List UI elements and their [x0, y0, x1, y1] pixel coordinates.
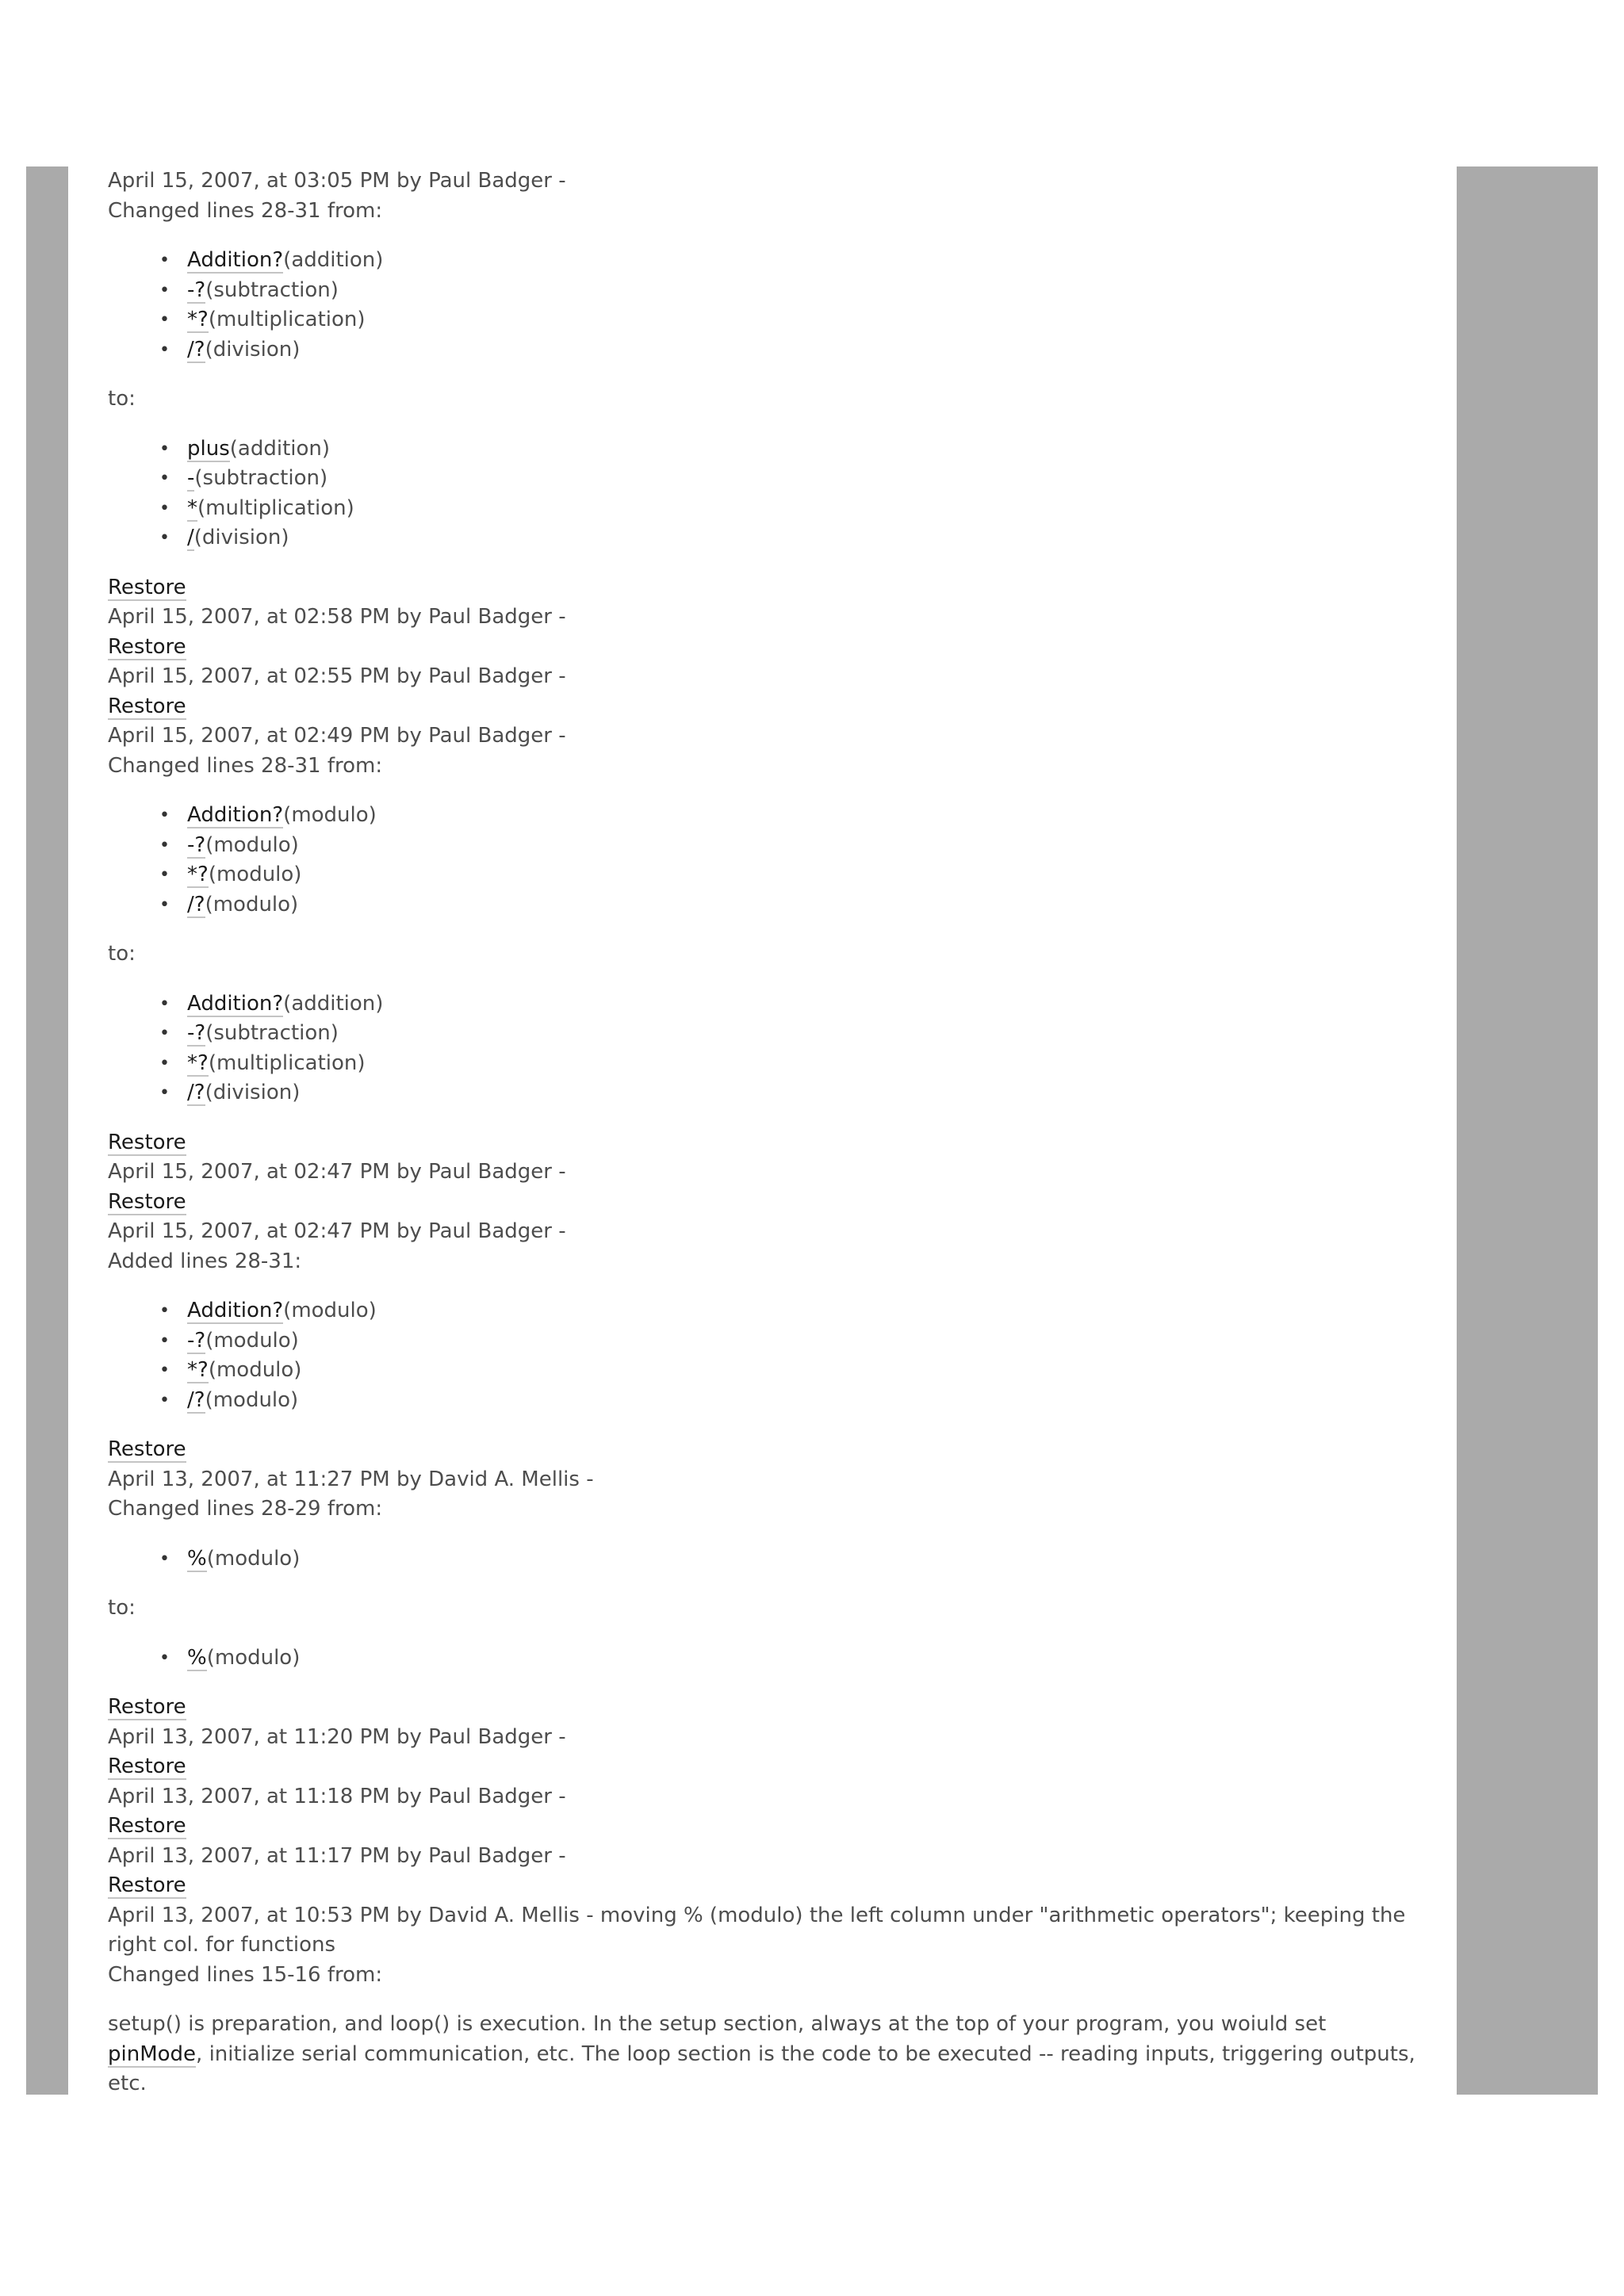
revision-meta: April 15, 2007, at 02:55 PM by Paul Badger - — [108, 664, 566, 688]
list-item — [187, 494, 1420, 524]
list-item — [187, 434, 1420, 465]
list-item-text: (division) — [205, 337, 301, 362]
diff-old-list — [108, 1296, 1420, 1415]
history-entry — [108, 1693, 1420, 1752]
page-history-content — [108, 166, 1420, 2099]
restore-link[interactable]: Restore — [108, 634, 186, 659]
wiki-link[interactable]: /? — [187, 1081, 205, 1104]
list-item — [187, 335, 1420, 365]
list-item-text: (multiplication) — [208, 1050, 366, 1075]
history-entry — [108, 166, 1420, 573]
pinmode-link[interactable]: pinMode — [108, 2042, 197, 2066]
spacer — [108, 1990, 1420, 2010]
history-entry — [108, 692, 1420, 1128]
wiki-link[interactable]: /? — [187, 892, 205, 916]
list-item — [187, 1544, 1420, 1575]
spacer — [108, 1108, 1420, 1128]
restore-link[interactable]: Restore — [108, 1755, 186, 1778]
to-label: to: — [108, 942, 136, 966]
wiki-link[interactable]: Addition? — [187, 991, 284, 1016]
list-item-text: (modulo) — [283, 1299, 377, 1322]
list-item — [187, 831, 1420, 861]
list-item-text: (modulo) — [206, 1546, 301, 1571]
list-item-text: (modulo) — [208, 1358, 302, 1382]
wiki-link[interactable]: -? — [187, 1328, 206, 1353]
restore-link[interactable]: Restore — [108, 575, 186, 599]
list-item — [187, 523, 1420, 553]
wiki-link[interactable]: *? — [187, 308, 209, 331]
restore-line — [108, 573, 1420, 603]
list-item — [187, 989, 1420, 1020]
list-item-text: (multiplication) — [208, 308, 366, 331]
restore-line — [108, 1128, 1420, 1158]
revision-meta: April 15, 2007, at 02:49 PM by Paul Badger - — [108, 724, 566, 748]
diff-new-list — [108, 1644, 1420, 1674]
restore-line — [108, 1188, 1420, 1218]
restore-line — [108, 633, 1420, 663]
change-summary: Changed lines 28-31 from: — [108, 753, 383, 778]
list-item — [187, 1078, 1420, 1108]
list-item-text: (addition) — [283, 991, 384, 1016]
list-item — [187, 1049, 1420, 1079]
list-item — [187, 464, 1420, 494]
restore-link[interactable]: Restore — [108, 1437, 186, 1461]
list-item-text: (modulo) — [205, 1387, 299, 1412]
paragraph-text: setup() is preparation, and loop() is execution. In the setup section, always at the top of your program, you woiuld set — [108, 2012, 1327, 2036]
restore-link[interactable]: Restore — [108, 1873, 186, 1897]
wiki-link[interactable]: *? — [187, 863, 209, 886]
restore-line — [108, 1752, 1420, 1782]
diff-new-list — [108, 434, 1420, 553]
list-item-text: (modulo) — [205, 832, 299, 857]
left-sidebar-bar — [26, 166, 68, 2095]
list-item-text: (subtraction) — [194, 466, 328, 490]
revision-meta: April 13, 2007, at 11:20 PM by Paul Badger - — [108, 1724, 566, 1749]
spacer — [108, 415, 1420, 434]
list-item-text: (subtraction) — [205, 277, 339, 302]
revision-meta: April 13, 2007, at 11:27 PM by David A. Mellis - — [108, 1467, 594, 1491]
spacer — [108, 226, 1420, 246]
spacer — [108, 1624, 1420, 1644]
paragraph-text: , initialize serial communication, etc. The loop section is the code to be executed -- reading inputs, triggering outputs, etc. — [108, 2042, 1415, 2095]
change-summary: Added lines 28-31: — [108, 1249, 302, 1273]
revision-meta: April 15, 2007, at 02:47 PM by Paul Badger - — [108, 1160, 566, 1184]
restore-link[interactable]: Restore — [108, 1189, 186, 1214]
revision-meta: April 13, 2007, at 11:17 PM by Paul Badger - — [108, 1843, 566, 1868]
restore-link[interactable]: Restore — [108, 1695, 186, 1719]
list-item-text: (subtraction) — [205, 1021, 339, 1045]
spacer — [108, 1525, 1420, 1544]
history-entry — [108, 1128, 1420, 1188]
wiki-link[interactable]: /? — [187, 337, 205, 362]
wiki-link[interactable]: -? — [187, 1021, 206, 1045]
history-entry — [108, 1871, 1420, 2099]
history-entry — [108, 1752, 1420, 1812]
spacer — [108, 365, 1420, 385]
wiki-link[interactable]: % — [187, 1645, 207, 1670]
spacer — [108, 1276, 1420, 1296]
wiki-link[interactable]: - — [187, 466, 195, 490]
restore-line — [108, 1871, 1420, 1901]
restore-line — [108, 1435, 1420, 1465]
spacer — [108, 1415, 1420, 1435]
restore-link[interactable]: Restore — [108, 1130, 186, 1154]
list-item — [187, 1386, 1420, 1416]
list-item — [187, 890, 1420, 920]
restore-line — [108, 1812, 1420, 1842]
list-item-text: (addition) — [229, 436, 331, 461]
spacer — [108, 920, 1420, 939]
history-entry — [108, 633, 1420, 692]
list-item-text: (addition) — [283, 248, 384, 272]
revision-meta: April 15, 2007, at 02:47 PM by Paul Badger - — [108, 1219, 566, 1243]
revision-meta: April 13, 2007, at 10:53 PM by David A. Mellis - moving % (modulo) the left column under "arithmetic operators"; keeping the right col. for functions — [108, 1903, 1412, 1957]
revision-meta: April 15, 2007, at 03:05 PM by Paul Badger - — [108, 169, 566, 193]
list-item — [187, 801, 1420, 831]
restore-link[interactable]: Restore — [108, 1814, 186, 1838]
list-item-text: (modulo) — [205, 1328, 299, 1353]
wiki-link[interactable]: Addition? — [187, 803, 284, 827]
wiki-link[interactable]: *? — [187, 1358, 209, 1382]
wiki-link[interactable]: -? — [187, 277, 206, 302]
change-summary: Changed lines 28-29 from: — [108, 1497, 383, 1521]
to-label: to: — [108, 1596, 136, 1620]
restore-line — [108, 692, 1420, 722]
wiki-link[interactable]: % — [187, 1546, 207, 1571]
list-item — [187, 1644, 1420, 1674]
right-sidebar-bar — [1457, 166, 1598, 2095]
list-item-text: (multiplication) — [197, 496, 354, 520]
list-item — [187, 276, 1420, 306]
to-label: to: — [108, 387, 136, 411]
list-item-text: (modulo) — [205, 892, 299, 916]
list-item — [187, 1326, 1420, 1357]
revision-meta: April 15, 2007, at 02:58 PM by Paul Badger - — [108, 605, 566, 629]
change-summary: Changed lines 15-16 from: — [108, 1962, 383, 1987]
wiki-link[interactable]: plus — [187, 436, 230, 461]
spacer — [108, 1673, 1420, 1693]
revision-meta: April 13, 2007, at 11:18 PM by Paul Badger - — [108, 1784, 566, 1808]
history-entry — [108, 1188, 1420, 1436]
diff-new-list — [108, 989, 1420, 1108]
list-item-text: (modulo) — [208, 863, 302, 886]
diff-old-list — [108, 801, 1420, 920]
wiki-link[interactable]: *? — [187, 1050, 209, 1075]
restore-line — [108, 1693, 1420, 1723]
list-item-text: (modulo) — [283, 803, 377, 827]
wiki-link[interactable]: Addition? — [187, 248, 284, 272]
diff-paragraph — [108, 2010, 1420, 2099]
list-item — [187, 246, 1420, 276]
diff-old-list — [108, 246, 1420, 365]
list-item — [187, 1296, 1420, 1326]
list-item-text: (modulo) — [206, 1645, 301, 1670]
wiki-link[interactable]: /? — [187, 1387, 205, 1412]
wiki-link[interactable]: -? — [187, 832, 206, 857]
history-entry — [108, 1812, 1420, 1871]
spacer — [108, 553, 1420, 573]
diff-old-list — [108, 1544, 1420, 1575]
spacer — [108, 970, 1420, 989]
history-entry — [108, 573, 1420, 633]
spacer — [108, 781, 1420, 801]
list-item-text: (division) — [193, 526, 289, 549]
list-item — [187, 1019, 1420, 1049]
spacer — [108, 1574, 1420, 1594]
history-entry — [108, 1435, 1420, 1693]
list-item — [187, 860, 1420, 890]
restore-link[interactable]: Restore — [108, 694, 186, 718]
wiki-link[interactable]: Addition? — [187, 1299, 284, 1322]
wiki-link[interactable]: * — [187, 496, 197, 520]
change-summary: Changed lines 28-31 from: — [108, 198, 383, 223]
list-item — [187, 305, 1420, 335]
wiki-link[interactable]: / — [187, 526, 194, 549]
list-item-text: (division) — [205, 1081, 301, 1104]
list-item — [187, 1356, 1420, 1386]
